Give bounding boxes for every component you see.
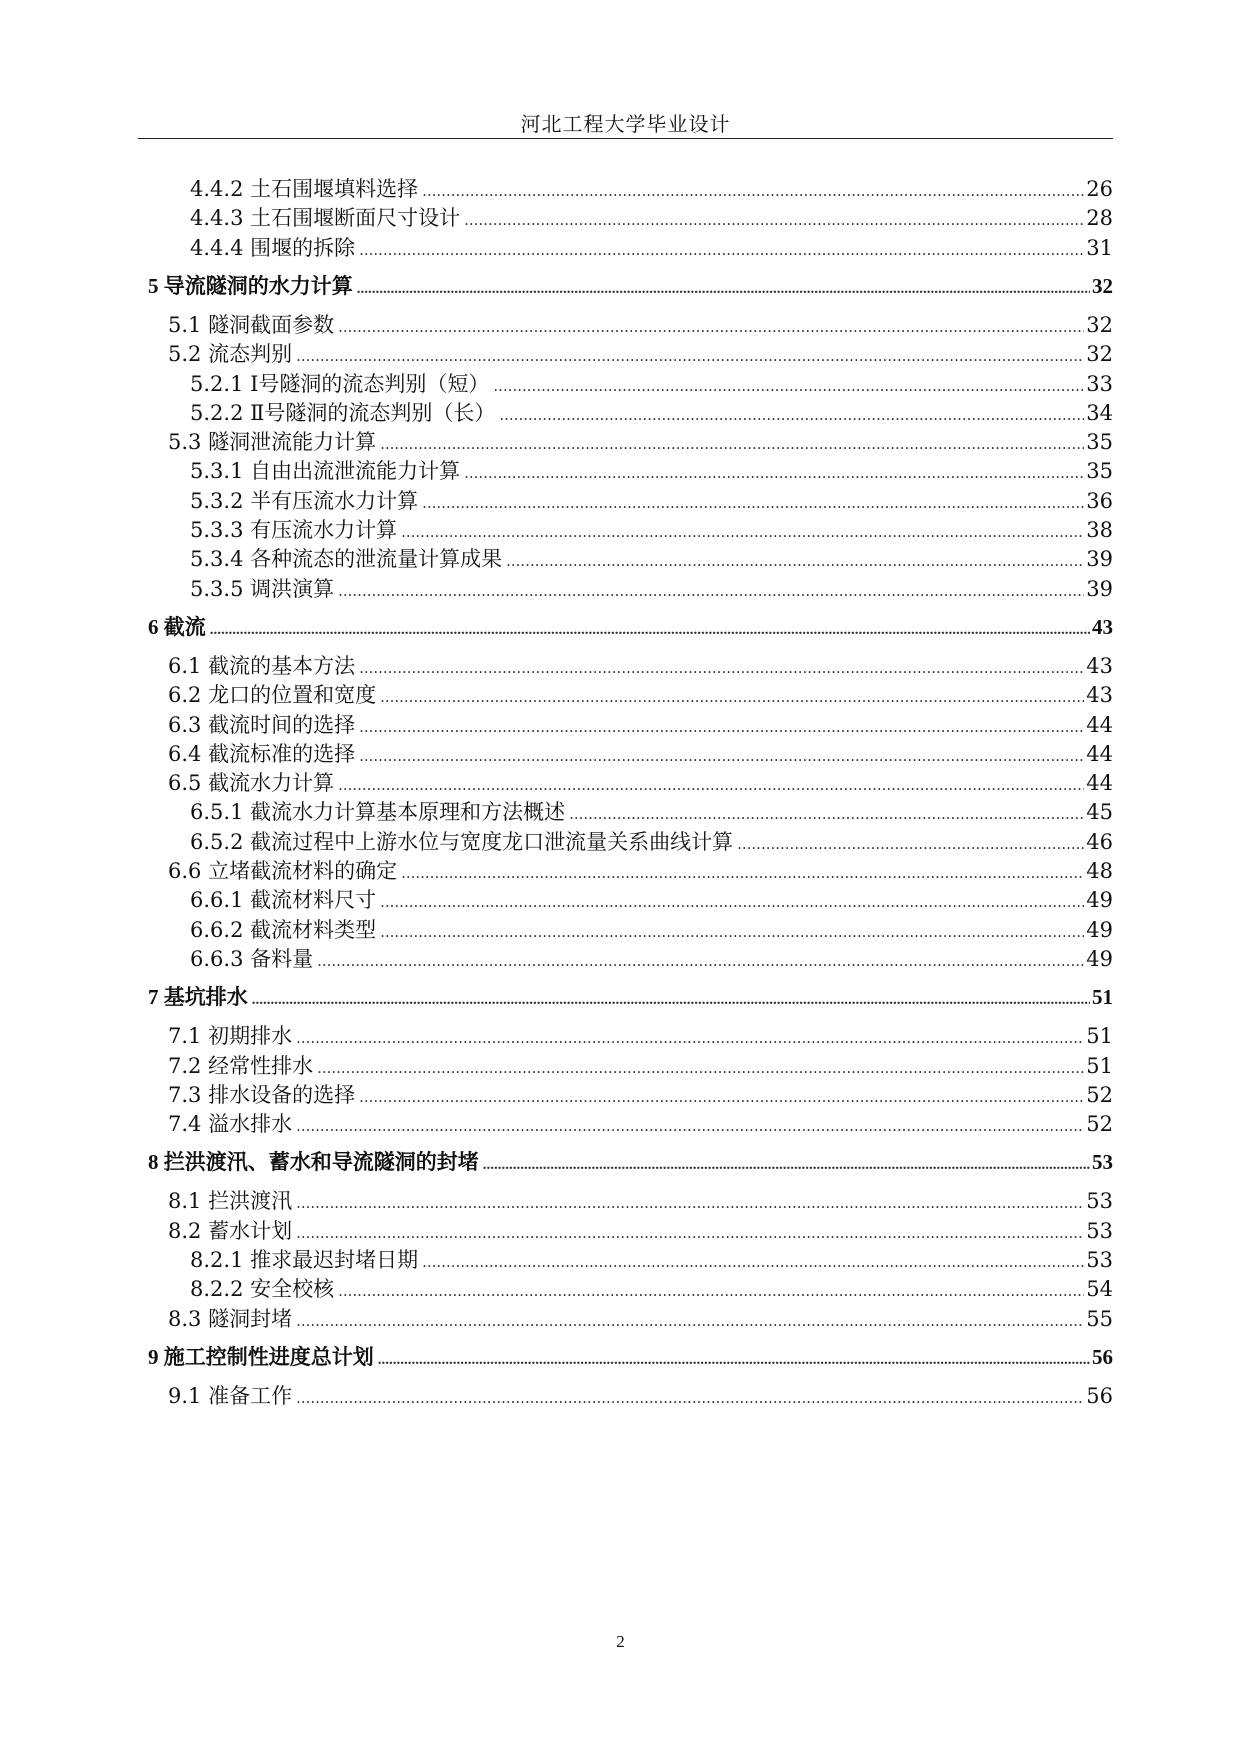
dot-leader	[357, 274, 1090, 304]
dot-leader	[296, 1023, 1084, 1053]
toc-entry-page: 54	[1086, 1277, 1113, 1302]
toc-entry-label: 4.4.2 土石围堰填料选择	[190, 177, 419, 201]
toc-entry-label: 5.2 流态判别	[168, 342, 293, 367]
toc-entry-page: 51	[1086, 1053, 1113, 1078]
toc-entry-label: 7.2 经常性排水	[168, 1053, 314, 1078]
toc-entry-page: 35	[1086, 459, 1113, 484]
toc-entry-page: 34	[1086, 400, 1113, 425]
toc-entry-page: 56	[1086, 1383, 1113, 1408]
toc-entry[interactable]	[168, 1109, 1113, 1139]
dot-leader	[338, 576, 1084, 606]
toc-entry-label: 5.3.2 半有压流水力计算	[190, 488, 419, 513]
dot-leader	[422, 176, 1084, 206]
toc-entry-label: 5.2.1 Ⅰ号隧洞的流态判别（短）	[190, 371, 490, 396]
toc-entry-page: 33	[1086, 371, 1113, 396]
toc-entry-page: 43	[1086, 683, 1113, 708]
toc-entry-label: 8.1 拦洪渡汛	[168, 1189, 293, 1214]
dot-leader	[359, 741, 1084, 771]
dot-leader	[359, 653, 1084, 683]
toc-entry[interactable]	[148, 982, 1113, 1012]
dot-leader	[493, 371, 1084, 401]
toc-entry-label: 6.6.3 备料量	[190, 946, 314, 971]
toc-entry-page: 39	[1086, 547, 1113, 572]
toc-entry[interactable]	[190, 203, 1113, 233]
dot-leader	[380, 682, 1084, 712]
toc-entry[interactable]	[168, 1186, 1113, 1216]
toc-entry[interactable]	[148, 612, 1113, 642]
dot-leader	[338, 770, 1084, 800]
toc-entry-page: 48	[1086, 859, 1113, 883]
toc-entry-label: 9 施工控制性进度总计划	[148, 1344, 374, 1369]
dot-leader	[296, 1218, 1084, 1248]
dot-leader	[359, 1082, 1084, 1112]
toc-entry-label: 4.4.3 土石围堰断面尺寸设计	[190, 206, 461, 231]
dot-leader	[252, 985, 1090, 1015]
toc-entry-label: 5.3 隧洞泄流能力计算	[168, 430, 377, 455]
toc-entry[interactable]	[190, 544, 1113, 574]
dot-leader	[401, 858, 1084, 888]
toc-entry-page: 53	[1092, 1150, 1113, 1175]
toc-entry-page: 51	[1086, 1024, 1113, 1049]
toc-entry[interactable]	[168, 1304, 1113, 1334]
dot-leader	[359, 235, 1084, 265]
toc-entry[interactable]	[148, 271, 1113, 301]
toc-entry-label: 6.5.2 截流过程中上游水位与宽度龙口泄流量关系曲线计算	[190, 829, 734, 854]
dot-leader	[464, 458, 1084, 488]
toc-entry-label: 9.1 准备工作	[168, 1383, 293, 1408]
dot-leader	[569, 799, 1084, 829]
toc-entry[interactable]	[190, 1245, 1113, 1275]
toc-entry-page: 38	[1086, 518, 1113, 542]
toc-entry-page: 49	[1086, 888, 1113, 913]
toc-entry[interactable]	[168, 856, 1113, 886]
toc-entry-label: 7.1 初期排水	[168, 1024, 293, 1049]
toc-entry-label: 8.3 隧洞封堵	[168, 1306, 293, 1331]
dot-leader	[378, 1345, 1090, 1375]
toc-entry-label: 6.2 龙口的位置和宽度	[168, 683, 377, 708]
toc-entry-label: 4.4.4 围堰的拆除	[190, 235, 356, 260]
toc-entry[interactable]	[190, 369, 1113, 399]
dot-leader	[499, 400, 1084, 430]
dot-leader	[296, 1383, 1084, 1413]
toc-entry-page: 56	[1092, 1344, 1113, 1369]
toc-entry[interactable]	[168, 680, 1113, 710]
toc-entry[interactable]	[190, 944, 1113, 974]
dot-leader	[296, 341, 1084, 371]
toc-entry-label: 6.6.1 截流材料尺寸	[190, 888, 377, 913]
toc-entry-page: 51	[1092, 985, 1113, 1010]
dot-leader	[401, 517, 1084, 547]
dot-leader	[338, 1276, 1084, 1306]
dot-leader	[506, 546, 1084, 576]
toc-entry[interactable]	[168, 710, 1113, 740]
toc-entry[interactable]	[190, 797, 1113, 827]
toc-entry-label: 5.3.3 有压流水力计算	[190, 518, 398, 542]
dot-leader	[422, 488, 1084, 518]
toc-entry-label: 7.4 溢水排水	[168, 1112, 293, 1137]
toc-entry[interactable]	[148, 1342, 1113, 1372]
toc-entry-page: 46	[1086, 829, 1113, 854]
toc-entry-page: 36	[1086, 488, 1113, 513]
toc-entry[interactable]	[190, 1274, 1113, 1304]
toc-entry-page: 43	[1086, 653, 1113, 678]
toc-entry-label: 5.3.4 各种流态的泄流量计算成果	[190, 547, 503, 572]
dot-leader	[483, 1150, 1090, 1180]
toc-entry[interactable]	[190, 827, 1113, 857]
toc-entry-page: 52	[1086, 1082, 1113, 1107]
dot-leader	[317, 1053, 1084, 1083]
toc-entry[interactable]	[148, 1147, 1113, 1177]
toc-entry-page: 53	[1086, 1218, 1113, 1243]
toc-entry[interactable]	[190, 915, 1113, 945]
page-number: 2	[616, 1632, 625, 1651]
toc-entry[interactable]	[168, 427, 1113, 457]
toc-entry-page: 32	[1086, 342, 1113, 367]
toc-entry-page: 49	[1086, 917, 1113, 942]
dot-leader	[422, 1247, 1084, 1277]
header-rule	[138, 138, 1113, 139]
toc-entry-label: 6.6.2 截流材料类型	[190, 917, 377, 942]
dot-leader	[317, 946, 1084, 976]
toc-entry-label: 7.3 排水设备的选择	[168, 1082, 356, 1107]
toc-entry-page: 52	[1086, 1112, 1113, 1137]
toc-entry-label: 6.4 截流标准的选择	[168, 741, 356, 766]
toc-entry-page: 44	[1086, 771, 1113, 796]
toc-entry-page: 53	[1086, 1189, 1113, 1214]
toc-entry-label: 6.5.1 截流水力计算基本原理和方法概述	[190, 800, 566, 825]
dot-leader	[210, 615, 1090, 645]
toc-entry-label: 5.3.1 自由出流泄流能力计算	[190, 459, 461, 484]
dot-leader	[380, 887, 1084, 917]
toc-entry[interactable]	[168, 1216, 1113, 1246]
toc-entry-label: 8.2.1 推求最迟封堵日期	[190, 1248, 419, 1272]
toc-entry-label: 5.2.2 Ⅱ号隧洞的流态判别（长）	[190, 400, 496, 425]
toc-entry[interactable]	[168, 1381, 1113, 1411]
toc-entry-page: 39	[1086, 576, 1113, 601]
toc-entry-page: 45	[1086, 800, 1113, 825]
toc-entry-label: 5.3.5 调洪演算	[190, 576, 335, 601]
dot-leader	[296, 1111, 1084, 1141]
toc-entry[interactable]	[168, 768, 1113, 798]
toc-entry-page: 35	[1086, 430, 1113, 455]
toc-entry[interactable]	[190, 885, 1113, 915]
dot-leader	[737, 829, 1084, 859]
toc-entry-label: 5 导流隧洞的水力计算	[148, 273, 353, 298]
toc-entry-page: 28	[1086, 206, 1113, 231]
toc-entry-page: 44	[1086, 712, 1113, 737]
toc-entry[interactable]	[168, 1051, 1113, 1081]
toc-entry-label: 6 截流	[148, 614, 206, 639]
toc-entry-page: 32	[1086, 312, 1113, 337]
toc-entry-page: 53	[1086, 1248, 1113, 1272]
dot-leader	[380, 429, 1084, 459]
dot-leader	[359, 712, 1084, 742]
toc-entry-label: 7 基坑排水	[148, 985, 248, 1010]
toc-entry[interactable]	[190, 515, 1113, 545]
dot-leader	[464, 205, 1084, 235]
toc-entry-label: 6.1 截流的基本方法	[168, 653, 356, 678]
toc-entry-page: 26	[1086, 177, 1113, 201]
toc-entry-page: 43	[1092, 614, 1113, 639]
toc-entry[interactable]	[168, 339, 1113, 369]
toc-entry[interactable]	[190, 233, 1113, 263]
running-header: 河北工程大学毕业设计	[520, 112, 731, 136]
toc-entry[interactable]	[168, 1080, 1113, 1110]
toc-entry-label: 6.5 截流水力计算	[168, 771, 335, 796]
toc-entry[interactable]	[190, 574, 1113, 604]
toc-entry-page: 49	[1086, 946, 1113, 971]
toc-entry-label: 6.6 立堵截流材料的确定	[168, 859, 398, 883]
dot-leader	[296, 1188, 1084, 1218]
toc-entry-label: 6.3 截流时间的选择	[168, 712, 356, 737]
toc-entry[interactable]	[190, 398, 1113, 428]
toc-entry[interactable]	[168, 739, 1113, 769]
toc-entry-page: 32	[1092, 273, 1113, 298]
dot-leader	[380, 917, 1084, 947]
toc-entry[interactable]	[168, 651, 1113, 681]
toc-entry[interactable]	[168, 310, 1113, 340]
toc-entry[interactable]	[168, 1021, 1113, 1051]
toc-entry-page: 44	[1086, 741, 1113, 766]
toc-entry[interactable]	[190, 456, 1113, 486]
toc-entry-label: 5.1 隧洞截面参数	[168, 312, 335, 337]
dot-leader	[338, 312, 1084, 342]
dot-leader	[296, 1306, 1084, 1336]
toc-entry[interactable]	[190, 486, 1113, 516]
toc-entry-label: 8.2.2 安全校核	[190, 1277, 335, 1302]
toc-entry-label: 8.2 蓄水计划	[168, 1218, 293, 1243]
toc-entry[interactable]	[190, 174, 1113, 204]
toc-entry-page: 31	[1086, 235, 1113, 260]
toc-entry-label: 8 拦洪渡汛、蓄水和导流隧洞的封堵	[148, 1150, 479, 1175]
toc-entry-page: 55	[1086, 1306, 1113, 1331]
